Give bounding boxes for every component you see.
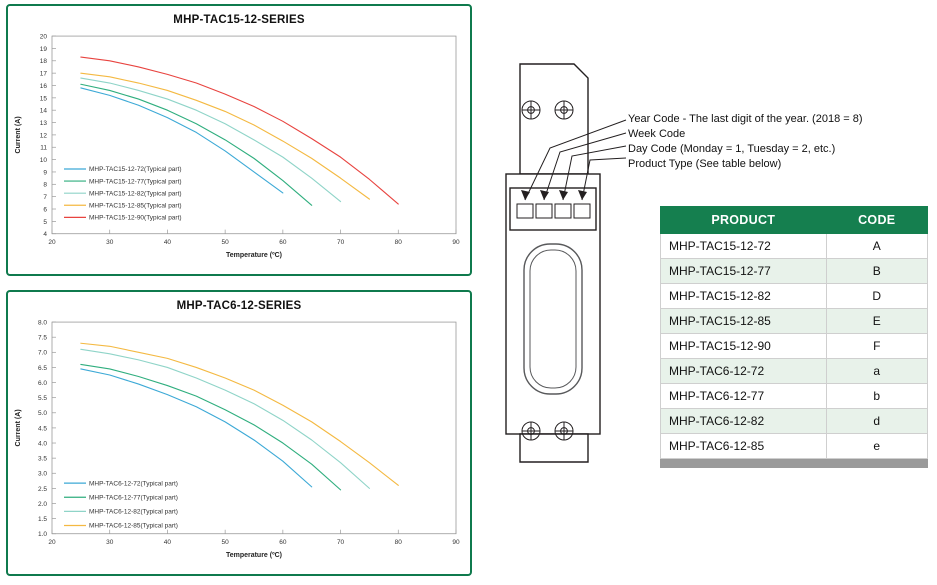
svg-text:60: 60 (279, 538, 287, 546)
cell-product: MHP-TAC15-12-77 (661, 259, 827, 284)
chart-panel-tac15 (6, 4, 472, 276)
chart-title-tac15: MHP-TAC15-12-SERIES (173, 14, 305, 26)
cell-product: MHP-TAC6-12-77 (661, 384, 827, 409)
svg-text:MHP-TAC15-12-85(Typical part): MHP-TAC15-12-85(Typical part) (89, 202, 182, 210)
svg-text:MHP-TAC15-12-72(Typical part): MHP-TAC15-12-72(Typical part) (89, 166, 182, 174)
svg-text:40: 40 (163, 238, 172, 246)
svg-text:Current (A): Current (A) (15, 116, 22, 154)
svg-text:MHP-TAC15-12-77(Typical part): MHP-TAC15-12-77(Typical part) (89, 178, 182, 186)
footer-bar-cell (661, 459, 928, 468)
svg-text:11: 11 (40, 144, 47, 152)
cell-product: MHP-TAC15-12-82 (661, 284, 827, 309)
svg-text:18: 18 (39, 58, 47, 66)
svg-text:MHP-TAC6-12-72(Typical part): MHP-TAC6-12-72(Typical part) (89, 480, 178, 488)
code-box-year (517, 204, 533, 218)
table-row (661, 234, 928, 259)
table-header-code: CODE (826, 207, 927, 234)
svg-text:4: 4 (43, 231, 47, 239)
svg-text:60: 60 (279, 238, 287, 246)
cell-code: e (826, 434, 927, 459)
svg-text:MHP-TAC6-12-77(Typical part): MHP-TAC6-12-77(Typical part) (89, 494, 178, 502)
svg-text:7: 7 (43, 194, 47, 202)
code-box-day (555, 204, 571, 218)
cell-product: MHP-TAC15-12-90 (661, 334, 827, 359)
device-outline-drawing (498, 48, 626, 478)
chart-plot-area-tac6 (8, 312, 470, 568)
callout-year-code: Year Code - The last digit of the year. (2018 = 8) (628, 113, 863, 125)
svg-text:MHP-TAC6-12-82(Typical part): MHP-TAC6-12-82(Typical part) (89, 508, 178, 516)
svg-text:30: 30 (106, 538, 114, 546)
cell-code: b (826, 384, 927, 409)
svg-text:6: 6 (43, 206, 47, 214)
svg-text:1.5: 1.5 (37, 516, 47, 524)
svg-text:6.0: 6.0 (37, 379, 47, 387)
svg-text:Current (A): Current (A) (15, 409, 22, 447)
cell-code: d (826, 409, 927, 434)
svg-text:80: 80 (394, 538, 402, 546)
svg-text:40: 40 (163, 538, 172, 546)
svg-text:15: 15 (39, 95, 47, 103)
chart-title-tac6: MHP-TAC6-12-SERIES (176, 300, 302, 312)
svg-text:50: 50 (221, 238, 229, 246)
svg-text:4.5: 4.5 (37, 425, 47, 433)
cell-product: MHP-TAC6-12-82 (661, 409, 827, 434)
svg-text:80: 80 (394, 238, 402, 246)
svg-text:4.0: 4.0 (37, 440, 47, 448)
svg-text:20: 20 (48, 238, 56, 246)
svg-text:8.0: 8.0 (37, 319, 47, 327)
cell-code: E (826, 309, 927, 334)
svg-text:20: 20 (48, 538, 56, 546)
svg-text:7.0: 7.0 (37, 349, 47, 357)
table-footer-bar (661, 459, 928, 468)
svg-text:14: 14 (39, 107, 47, 115)
svg-text:90: 90 (452, 538, 460, 546)
table-header-product: PRODUCT (661, 207, 827, 234)
svg-text:10: 10 (39, 157, 47, 165)
svg-text:50: 50 (221, 538, 229, 546)
chart-panel-tac6 (6, 290, 472, 576)
table-row (661, 259, 928, 284)
svg-text:19: 19 (39, 45, 47, 53)
svg-text:Temperature (ºC): Temperature (ºC) (225, 251, 283, 259)
svg-text:MHP-TAC15-12-90(Typical part): MHP-TAC15-12-90(Typical part) (89, 214, 182, 222)
table-body (661, 234, 928, 468)
cell-code: A (826, 234, 927, 259)
callout-week-code: Week Code (628, 128, 686, 140)
svg-text:16: 16 (39, 82, 47, 90)
svg-text:1.0: 1.0 (37, 531, 47, 539)
cell-code: D (826, 284, 927, 309)
svg-text:3.5: 3.5 (37, 455, 47, 463)
callout-day-code: Day Code (Monday = 1, Tuesday = 2, etc.) (628, 143, 836, 155)
table-row (661, 359, 928, 384)
cell-product: MHP-TAC6-12-72 (661, 359, 827, 384)
svg-text:13: 13 (39, 119, 47, 127)
code-box-week (536, 204, 552, 218)
svg-text:MHP-TAC6-12-85(Typical part): MHP-TAC6-12-85(Typical part) (89, 522, 178, 530)
svg-text:6.5: 6.5 (37, 364, 47, 372)
code-box-product (574, 204, 590, 218)
svg-text:20: 20 (39, 33, 47, 41)
callout-list (628, 112, 928, 172)
table-row (661, 334, 928, 359)
cell-code: a (826, 359, 927, 384)
table-row (661, 309, 928, 334)
cell-product: MHP-TAC15-12-72 (661, 234, 827, 259)
svg-text:12: 12 (39, 132, 47, 140)
svg-text:9: 9 (43, 169, 47, 177)
svg-text:MHP-TAC15-12-82(Typical part): MHP-TAC15-12-82(Typical part) (89, 190, 182, 198)
cell-product: MHP-TAC15-12-85 (661, 309, 827, 334)
table-row (661, 409, 928, 434)
svg-text:30: 30 (106, 238, 114, 246)
svg-text:17: 17 (39, 70, 47, 78)
cell-code: B (826, 259, 927, 284)
svg-text:90: 90 (452, 238, 460, 246)
svg-text:7.5: 7.5 (37, 334, 47, 342)
cell-product: MHP-TAC6-12-85 (661, 434, 827, 459)
table-header-row (661, 207, 928, 234)
svg-text:70: 70 (336, 538, 345, 546)
svg-text:5: 5 (43, 218, 47, 226)
svg-text:3.0: 3.0 (37, 470, 47, 478)
svg-text:2.5: 2.5 (37, 485, 47, 493)
cell-code: F (826, 334, 927, 359)
svg-text:2.0: 2.0 (37, 500, 47, 508)
chart-plot-area-tac15 (8, 26, 470, 268)
table-row (661, 284, 928, 309)
product-code-table (660, 206, 928, 468)
chart-svg-tac6 (8, 312, 470, 568)
svg-text:70: 70 (336, 238, 345, 246)
svg-text:5.0: 5.0 (37, 410, 47, 418)
callout-product-type: Product Type (See table below) (628, 158, 782, 170)
svg-text:8: 8 (43, 181, 47, 189)
device-svg (498, 48, 626, 478)
svg-text:5.5: 5.5 (37, 395, 47, 403)
svg-text:Temperature (ºC): Temperature (ºC) (225, 551, 283, 559)
table-row (661, 434, 928, 459)
table-row (661, 384, 928, 409)
chart-svg-tac15 (8, 26, 470, 268)
